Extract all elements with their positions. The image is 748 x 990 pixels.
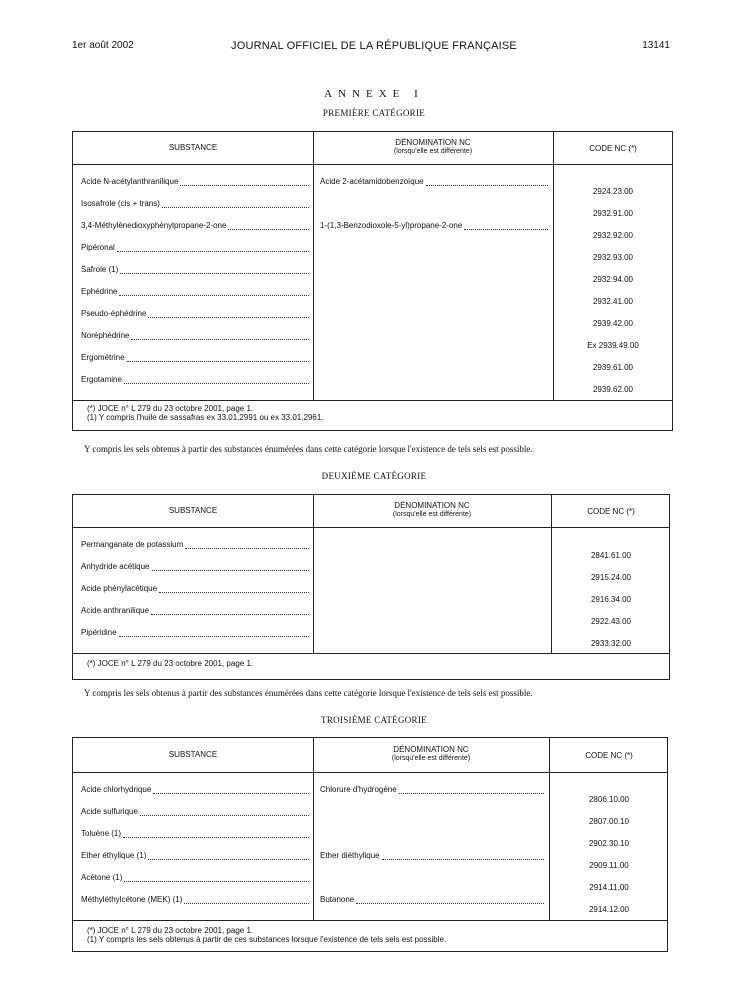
substance-name: Méthyléthylcétone (MEK) (1) (81, 895, 183, 904)
denomination-name: Ether diéthylique (320, 851, 380, 860)
substance-name: Noréphédrine (81, 331, 130, 340)
denomination-row (320, 177, 548, 186)
substance-name: Isosafrole (cis + trans) (81, 199, 160, 208)
substance-row (81, 628, 309, 637)
substance-row (81, 221, 309, 230)
substance-row (81, 243, 309, 252)
col-substance-header: SUBSTANCE (168, 750, 218, 759)
footnote: (1) Y compris les sels obtenus à partir de ces substances lorsque l'existence de tels sels est possible. (87, 935, 447, 944)
substance-name: Permanganate de potassium (81, 540, 184, 549)
denomination-name: 1-(1,3-Benzodioxole-5-yl)propane-2-one (320, 221, 463, 230)
substance-name: Acétone (1) (81, 873, 123, 882)
page-number: 13141 (642, 40, 670, 51)
category-1-note: Y compris les sels obtenus à partir des substances énumérées dans cette catégorie lorsque l'existence de tels sels est possible. (84, 444, 533, 454)
substance-name: Acide phénylacétique (81, 584, 158, 593)
footnote: (*) JOCE n° L 279 du 23 octobre 2001, page 1. (87, 404, 254, 413)
nc-code: 2806.10.00 (588, 795, 630, 804)
nc-code: 2914.11.00 (589, 883, 629, 892)
footnote: (*) JOCE n° L 279 du 23 octobre 2001, page 1. (87, 659, 254, 668)
denomination-row (320, 785, 544, 794)
col-denomination-header: DÉNOMINATION NC (lorsqu'elle est différente) (391, 745, 471, 762)
category-3-title: TROISIÈME CATÉGORIE (321, 715, 427, 725)
substance-row (81, 287, 309, 296)
footnote: (1) Y compris l'huile de sassafras ex 33.01.2991 ou ex 33.01.2961. (87, 413, 324, 422)
nc-code: 2924.23.00 (592, 187, 634, 196)
denomination-name: Acide 2-acétamidobenzoïque (320, 177, 424, 186)
denomination-row (320, 221, 548, 230)
nc-code: 2939.42.00 (592, 319, 634, 328)
substance-row (81, 199, 309, 208)
substance-name: Safrole (1) (81, 265, 119, 274)
nc-code: 2932.41.00 (592, 297, 634, 306)
substance-row (81, 375, 309, 384)
category-1-title: PREMIÈRE CATÉGORIE (322, 108, 426, 118)
nc-code: 2939.62.00 (592, 385, 634, 394)
substance-name: Ephédrine (81, 287, 118, 296)
substance-row (81, 606, 309, 615)
substance-row (81, 807, 309, 816)
denomination-name: Butanone (320, 895, 355, 904)
denomination-name: Chlorure d'hydrogène (320, 785, 397, 794)
substance-row (81, 331, 309, 340)
nc-code: 2841.61.00 (590, 551, 632, 560)
substance-row (81, 829, 309, 838)
substance-row (81, 851, 309, 860)
substance-row (81, 785, 309, 794)
nc-code: 2916.34.00 (590, 595, 632, 604)
category-3-footnotes (87, 926, 446, 944)
substance-name: Ether éthylique (1) (81, 851, 147, 860)
col-substance-header: SUBSTANCE (168, 143, 218, 152)
category-2-note: Y compris les sels obtenus à partir des substances énumérées dans cette catégorie lorsque l'existence de tels sels est possible. (84, 688, 533, 698)
substance-row (81, 540, 309, 549)
substance-row (81, 265, 309, 274)
nc-code: 2909.11.00 (589, 861, 629, 870)
denomination-row (320, 851, 544, 860)
nc-code: 2932.93.00 (592, 253, 634, 262)
nc-code: 2932.94.00 (592, 275, 634, 284)
substance-row (81, 309, 309, 318)
nc-code: 2939.61.00 (592, 363, 634, 372)
substance-name: Ergotamine (81, 375, 122, 384)
substance-name: Acide anthranilique (81, 606, 150, 615)
annexe-title: ANNEXE I (324, 88, 424, 100)
col-denomination-header: DÉNOMINATION NC (lorsqu'elle est différente) (392, 501, 472, 518)
category-2-table (72, 494, 670, 680)
substance-name: Pseudo-éphédrine (81, 309, 147, 318)
substance-row (81, 584, 309, 593)
col-code-header: CODE NC (*) (587, 507, 635, 516)
nc-code: 2932.91.00 (592, 209, 634, 218)
header-date: 1er août 2002 (72, 40, 134, 51)
nc-code: 2915.24.00 (590, 573, 632, 582)
nc-code: 2932.92.00 (592, 231, 634, 240)
substance-name: Anhydride acétique (81, 562, 150, 571)
col-code-header: CODE NC (*) (585, 751, 633, 760)
category-3-table (72, 737, 668, 952)
substance-name: Acide N-acétylanthranilique (81, 177, 179, 186)
substance-row (81, 873, 309, 882)
col-substance-header: SUBSTANCE (168, 506, 218, 515)
nc-code: 2933.32.00 (590, 639, 632, 648)
nc-code: 2922.43.00 (590, 617, 632, 626)
header-title: JOURNAL OFFICIEL DE LA RÉPUBLIQUE FRANÇAISE (231, 40, 517, 52)
nc-code: 2902.30.10 (588, 839, 630, 848)
substance-name: Pipéridine (81, 628, 117, 637)
substance-name: Toluène (1) (81, 829, 122, 838)
category-2-footnotes (87, 659, 253, 668)
substance-name: Pipéronal (81, 243, 115, 252)
substance-name: Ergométrine (81, 353, 125, 362)
substance-name: Acide sulfurique (81, 807, 138, 816)
category-1-table (72, 131, 673, 431)
category-2-title: DEUXIÈME CATÉGORIE (321, 471, 427, 481)
substance-name: Acide chlorhydrique (81, 785, 152, 794)
substance-row (81, 562, 309, 571)
col-code-header: CODE NC (*) (589, 144, 637, 153)
substance-row (81, 895, 309, 904)
nc-code: Ex 2939.49.00 (587, 341, 639, 350)
nc-code: 2914.12.00 (588, 905, 630, 914)
substance-row (81, 177, 309, 186)
denomination-row (320, 895, 544, 904)
footnote: (*) JOCE n° L 279 du 23 octobre 2001, page 1. (87, 926, 254, 935)
nc-code: 2807.00.10 (588, 817, 630, 826)
col-denomination-header: DÉNOMINATION NC (lorsqu'elle est différente) (393, 138, 473, 155)
category-1-footnotes (87, 404, 324, 422)
substance-row (81, 353, 309, 362)
substance-name: 3,4-Méthylènedioxyphénylpropane-2-one (81, 221, 227, 230)
